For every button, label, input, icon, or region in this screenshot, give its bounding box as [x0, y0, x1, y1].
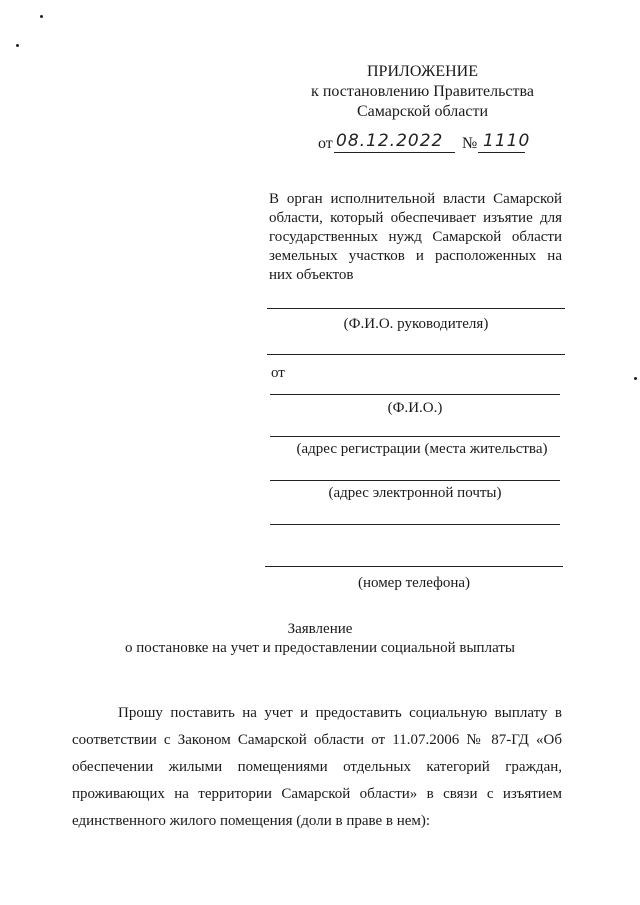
scan-speck [40, 15, 43, 18]
head-name-field-line[interactable] [267, 308, 565, 309]
applicant-name-field-line[interactable] [270, 394, 560, 395]
decree-number-label: № [462, 135, 478, 152]
address-caption: (адрес регистрации (места жительства) [296, 441, 548, 457]
addressee-line: области, который обеспечивает изъятие для [269, 210, 562, 226]
applicant-name-caption: (Ф.И.О.) [387, 400, 443, 416]
head-name-caption: (Ф.И.О. руководителя) [343, 316, 489, 332]
body-line: проживающих на территории Самарской области» в связи с изъятием [72, 786, 562, 802]
addressee-line: них объектов [269, 267, 354, 283]
phone-caption: (номер телефона) [357, 575, 471, 591]
body-line: единственного жилого помещения (доли в праве в нем): [72, 813, 431, 829]
scan-speck [16, 44, 19, 47]
decree-from-label: от [318, 135, 333, 152]
from-label: от [271, 365, 285, 381]
phone-field-line-2[interactable] [265, 566, 563, 567]
application-title-word: Заявление [287, 621, 353, 637]
appendix-title: ПРИЛОЖЕНИЕ [366, 63, 478, 80]
email-caption: (адрес электронной почты) [328, 485, 502, 501]
body-line: Прошу поставить на учет и предоставить социальную выплату в [118, 705, 562, 721]
body-line: обеспечении жилыми помещениями отдельных категорий граждан, [72, 759, 562, 775]
decree-number: 1110 [483, 131, 531, 151]
phone-field-line-1[interactable] [270, 524, 560, 525]
addressee-block [269, 190, 562, 285]
decree-date-underline [334, 152, 455, 153]
head-name-field-line-2[interactable] [267, 354, 565, 355]
decree-number-underline [478, 152, 525, 153]
application-title [60, 620, 580, 658]
addressee-line: В орган исполнительной власти Самарской [269, 191, 562, 207]
decree-date: 08.12.2022 [336, 131, 444, 151]
addressee-line: государственных нужд Самарской области [269, 229, 562, 245]
addressee-line: земельных участков и расположенных на [269, 248, 562, 264]
application-subject: о постановке на учет и предоставлении социальной выплаты [125, 640, 515, 656]
scan-speck [634, 377, 637, 380]
appendix-header [300, 62, 545, 122]
appendix-region: Самарской области [357, 103, 488, 120]
application-body [72, 700, 562, 835]
body-line: соответствии с Законом Самарской области от 11.07.2006 № 87-ГД «Об [72, 732, 562, 748]
appendix-subtitle: к постановлению Правительства [311, 83, 534, 100]
email-field-line[interactable] [270, 480, 560, 481]
address-field-line[interactable] [270, 436, 560, 437]
